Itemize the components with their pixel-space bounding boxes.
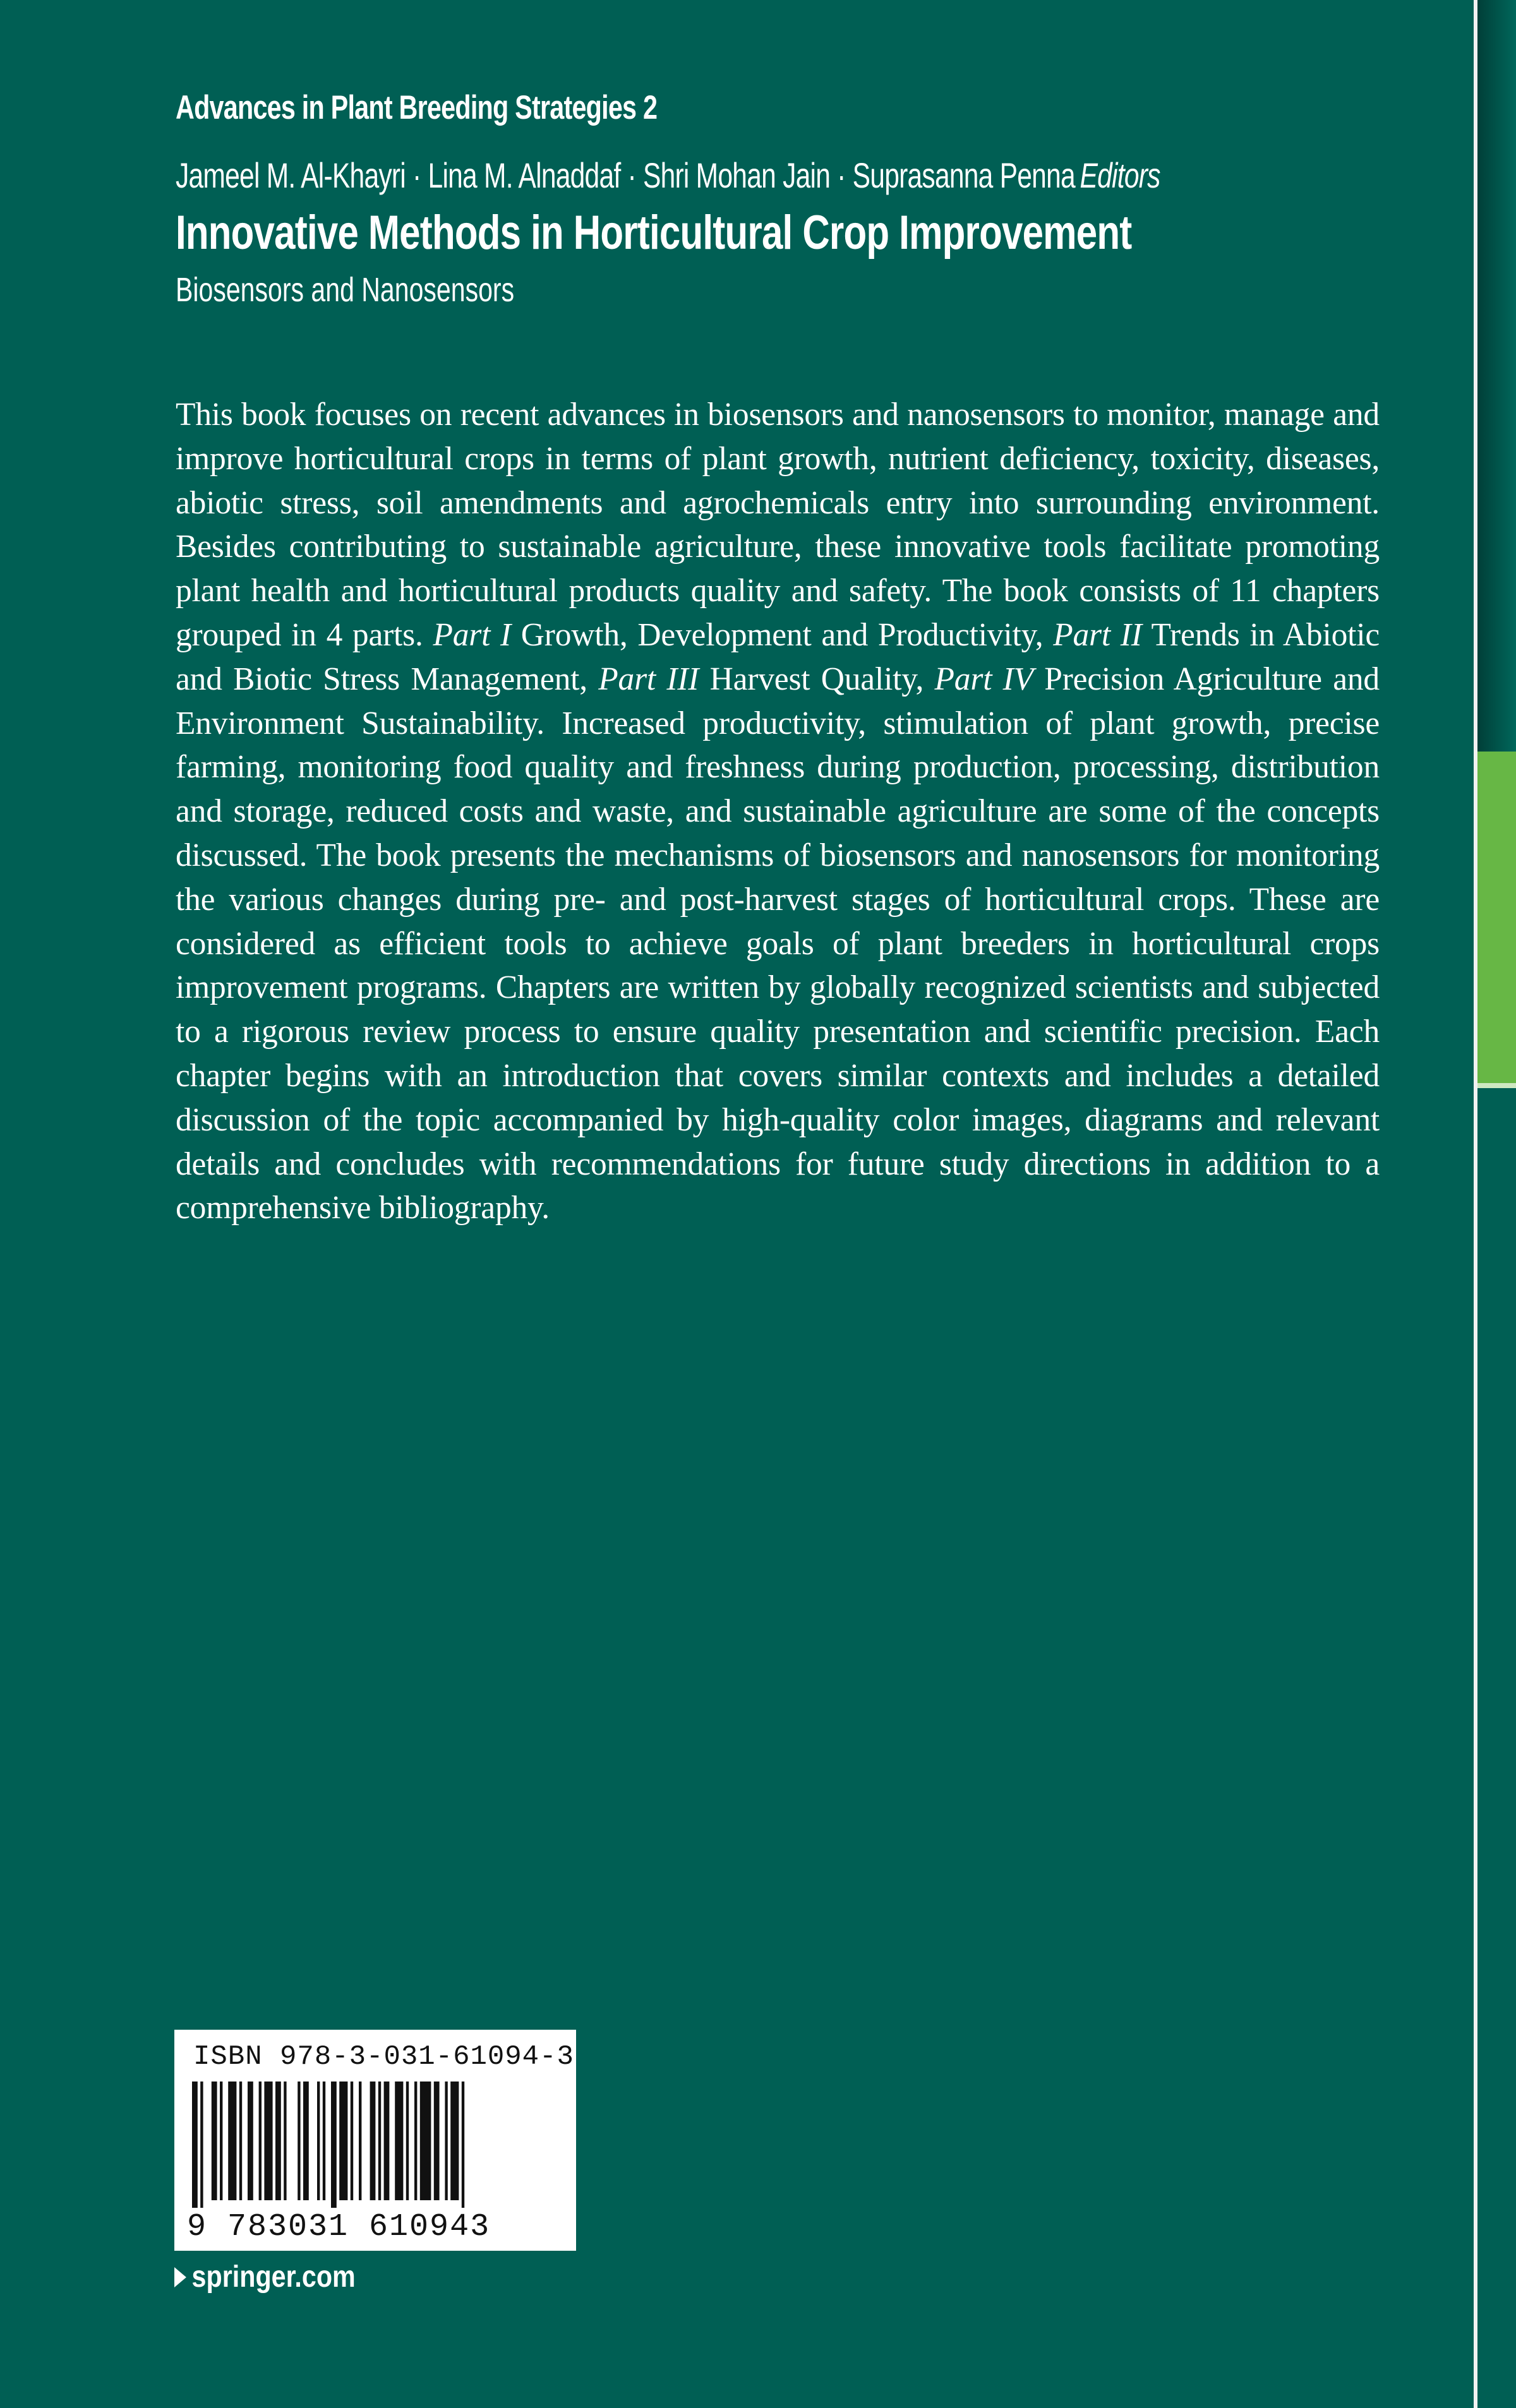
book-subtitle: Biosensors and Nanosensors xyxy=(176,271,515,309)
spine-green-edge xyxy=(1477,1083,1516,1088)
editors-role: Editors xyxy=(1080,155,1160,195)
barcode-digits: 9 783031 610943 xyxy=(187,2209,491,2245)
description-intro: This book focuses on recent advances in biosensors and nanosensors to monitor, manage and improve horticultural crops in terms of plant growth, nutrient deficiency, toxicity, diseases, abiotic stress, soil amendments and agrochemicals entry into surrounding environment. Besides contributing to sustainable agriculture, these innovative tools facilitate promoting plant health and horticultural products quality and safety. The book consists of 11 chapters grouped in 4 parts. xyxy=(176,397,1380,653)
isbn-barcode xyxy=(174,2030,576,2251)
publisher-link[interactable] xyxy=(174,2260,356,2294)
part-4-text: Precision Agriculture and Environment Sustainability. Increased productivity, stimulation of plant growth, precise farming, monitoring food quality and freshness during production, processing, distribution and storage, reduced costs and waste, and sustainable agriculture are some of the concepts discussed. The book presents the mechanisms of biosensors and nanosensors for monitoring the various changes during pre- and post-harvest stages of horticultural crops. These are considered as efficient tools to achieve goals of plant breeders in horticultural crops improvement programs. Chapters are written by globally recognized scientists and subjected to a rigorous review process to ensure quality presentation and scientific precision. Each chapter begins with an introduction that covers similar contexts and includes a detailed discussion of the topic accompanied by high-quality color images, diagrams and relevant details and concludes with recommendations for future study directions in addition to a comprehensive bibliography. xyxy=(176,661,1380,1226)
part-3-label: Part III xyxy=(598,661,699,697)
barcode-bars xyxy=(188,2082,562,2208)
part-3-text: Harvest Quality, xyxy=(709,661,924,697)
editors-line xyxy=(176,155,1160,196)
part-2-label: Part II xyxy=(1053,616,1142,653)
series-label: Advances in Plant Breeding Strategies 2 xyxy=(176,89,658,126)
editor-names: Jameel M. Al-Khayri · Lina M. Alnaddaf · Shri Mohan Jain · Suprasanna Penna xyxy=(176,155,1075,195)
spine-green-band xyxy=(1477,752,1516,1083)
part-1-text: Growth, Development and Productivity, xyxy=(520,616,1044,653)
book-title: Innovative Methods in Horticultural Crop Improvement xyxy=(176,206,1132,260)
book-description xyxy=(176,393,1380,1230)
part-2-text: Trends in Abiotic and Biotic Stress Management, xyxy=(176,616,1380,697)
arrow-right-icon xyxy=(174,2267,186,2287)
part-1-label: Part I xyxy=(433,616,511,653)
part-4-label: Part IV xyxy=(934,661,1033,697)
publisher-url: springer.com xyxy=(191,2260,356,2294)
isbn-label: ISBN 978-3-031-61094-3 xyxy=(193,2041,574,2073)
spine-dark-band xyxy=(1477,0,1516,752)
